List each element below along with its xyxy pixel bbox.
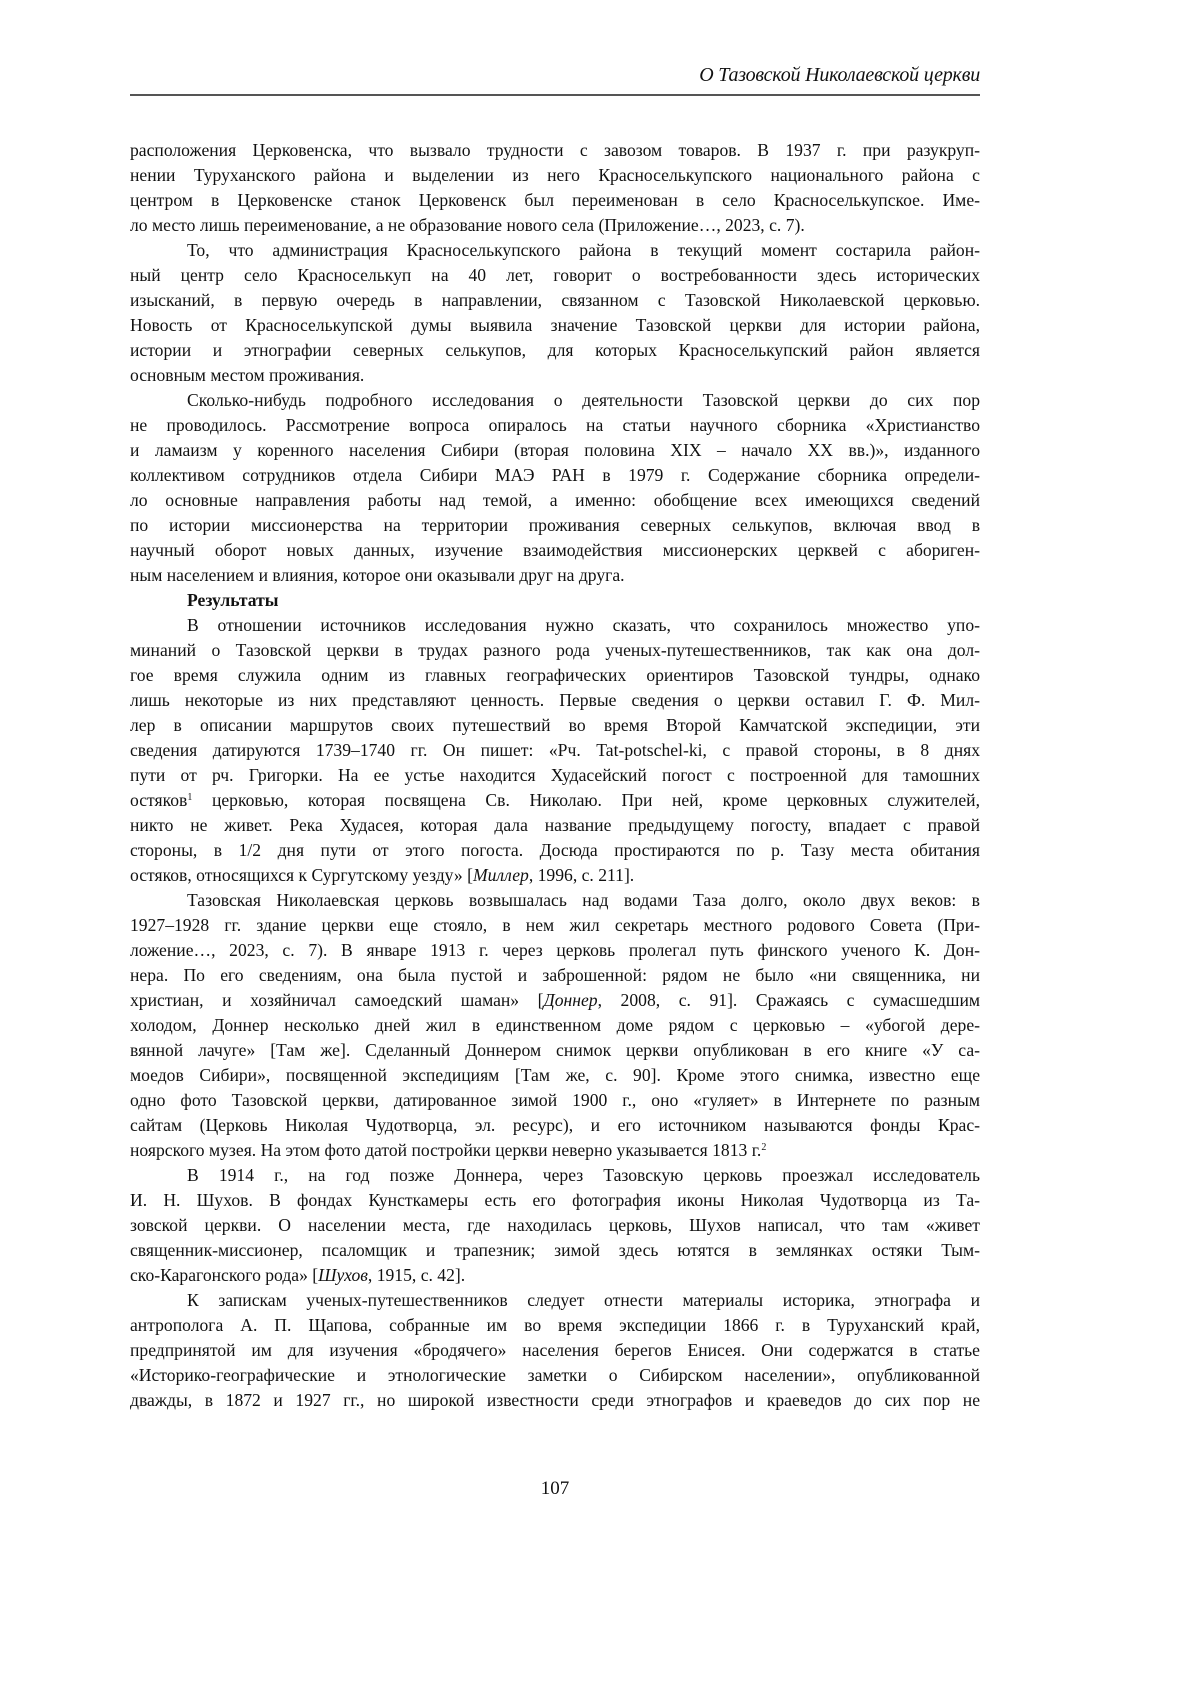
text-line: священник-миссионер, псаломщик и трапезник; зимой здесь ютятся в землянках остяки Тым- (130, 1238, 980, 1263)
text-line (130, 788, 980, 813)
text-line: предпринятой им для изучения «бродячего» населения берегов Енисея. Они содержатся в статье (130, 1338, 980, 1363)
text-line: и ламаизм у коренного населения Сибири (вторая половина XIX – начало XX вв.)», изданного (130, 438, 980, 463)
line-text: , 1915, с. 42]. (368, 1265, 465, 1285)
text-line: И. Н. Шухов. В фондах Кунсткамеры есть его фотография иконы Николая Чудотворца из Та- (130, 1188, 980, 1213)
running-title: О Тазовской Николаевской церкви (699, 64, 980, 87)
text-line: зовской церкви. О населении места, где находилась церковь, Шухов написал, что там «живет (130, 1213, 980, 1238)
body-text (130, 138, 980, 1413)
paragraph (130, 388, 980, 588)
text-line (130, 863, 980, 888)
text-line: расположения Церковенска, что вызвало трудности с завозом товаров. В 1937 г. при разукруп- (130, 138, 980, 163)
text-line: В отношении источников исследования нужно сказать, что сохранилось множество упо- (130, 613, 980, 638)
page-number: 107 (0, 1478, 1110, 1500)
text-line: В 1914 г., на год позже Доннера, через Тазовскую церковь проезжал исследователь (130, 1163, 980, 1188)
citation-author: Доннер (544, 990, 598, 1010)
text-line (130, 1263, 980, 1288)
line-text: ноярского музея. На этом фото датой постройки церкви неверно указывается 1813 г. (130, 1140, 761, 1160)
paragraph (130, 613, 980, 888)
citation-author: Шухов (318, 1265, 368, 1285)
text-line: сайтам (Церковь Николая Чудотворца, эл. ресурс), и его источником называются фонды Крас- (130, 1113, 980, 1138)
text-line: стороны, в 1/2 дня пути от этого погоста. Досюда простираются по р. Тазу места обитания (130, 838, 980, 863)
text-line: пути от рч. Григорки. На ее устье находится Худасейский погост с построенной для тамошних (130, 763, 980, 788)
text-line: ло место лишь переименование, а не образование нового села (Приложение…, 2023, с. 7). (130, 213, 980, 238)
text-line: нении Туруханского района и выделении из него Красноселькупского национального района с (130, 163, 980, 188)
text-line: 1927–1928 гг. здание церкви еще стояло, в нем жил секретарь местного родового Совета (При- (130, 913, 980, 938)
running-header (130, 62, 980, 96)
text-line (130, 988, 980, 1013)
text-line: К запискам ученых-путешественников следует отнести материалы историка, этнографа и (130, 1288, 980, 1313)
text-line: антрополога А. П. Щапова, собранные им во время экспедиции 1866 г. в Туруханский край, (130, 1313, 980, 1338)
line-text: остяков (130, 790, 187, 810)
text-line: истории и этнографии северных селькупов, для которых Красноселькупский район является (130, 338, 980, 363)
line-text: церковью, которая посвящена Св. Николаю. При ней, кроме церковных служителей, (192, 790, 980, 810)
line-text: , 1996, с. 211]. (529, 865, 634, 885)
text-line: ный центр село Красноселькуп на 40 лет, говорит о востребованности здесь исторических (130, 263, 980, 288)
text-line: «Историко-географические и этнологические заметки о Сибирском населении», опубликованной (130, 1363, 980, 1388)
text-line: изысканий, в первую очередь в направлении, связанном с Тазовской Николаевской церковью. (130, 288, 980, 313)
text-line: минаний о Тазовской церкви в трудах разного рода ученых-путешественников, так как она дол- (130, 638, 980, 663)
text-line: основным местом проживания. (130, 363, 980, 388)
text-line: ным населением и влияния, которое они оказывали друг на друга. (130, 563, 980, 588)
text-line: ло основные направления работы над темой, а именно: обобщение всех имеющихся сведений (130, 488, 980, 513)
text-line: Новость от Красноселькупской думы выявила значение Тазовской церкви для истории района, (130, 313, 980, 338)
text-line: нера. По его сведениям, она была пустой и заброшенной: рядом не было «ни священника, ни (130, 963, 980, 988)
line-text: христиан, и хозяйничал самоедский шаман» [ (130, 990, 544, 1010)
paragraph (130, 138, 980, 238)
citation-author: Миллер (473, 865, 529, 885)
text-line: центром в Церковенске станок Церковенск был переименован в село Красноселькупское. Име- (130, 188, 980, 213)
footnote-marker: 2 (761, 1142, 766, 1153)
paragraph (130, 238, 980, 388)
line-text: , 2008, с. 91]. Сражаясь с сумасшедшим (598, 990, 980, 1010)
paragraph (130, 1288, 980, 1413)
text-line: Сколько-нибудь подробного исследования о деятельности Тазовской церкви до сих пор (130, 388, 980, 413)
text-line: дважды, в 1872 и 1927 гг., но широкой известности среди этнографов и краеведов до сих пор не (130, 1388, 980, 1413)
text-line: холодом, Доннер несколько дней жил в единственном доме рядом с церковью – «убогой дере- (130, 1013, 980, 1038)
text-line: коллективом сотрудников отдела Сибири МАЭ РАН в 1979 г. Содержание сборника определи- (130, 463, 980, 488)
line-text: остяков, относящихся к Сургутскому уезду» [ (130, 865, 473, 885)
text-line: одно фото Тазовской церкви, датированное зимой 1900 г., оно «гуляет» в Интернете по разным (130, 1088, 980, 1113)
line-text: ско-Карагонского рода» [ (130, 1265, 318, 1285)
text-line: ложение…, 2023, с. 7). В январе 1913 г. через церковь пролегал путь финского ученого К. Дон- (130, 938, 980, 963)
footnote-marker: 1 (187, 792, 192, 803)
text-line: научный оборот новых данных, изучение взаимодействия миссионерских церквей с абориген- (130, 538, 980, 563)
text-line: гое время служила одним из главных географических ориентиров Тазовской тундры, однако (130, 663, 980, 688)
text-line: сведения датируются 1739–1740 гг. Он пишет: «Рч. Tat-potschel-ki, с правой стороны, в 8 днях (130, 738, 980, 763)
text-line (130, 1138, 980, 1163)
paragraph (130, 1163, 980, 1288)
paragraph (130, 888, 980, 1163)
text-line: моедов Сибири», посвященной экспедициям [Там же, с. 90]. Кроме этого снимка, известно еще (130, 1063, 980, 1088)
text-line: по истории миссионерства на территории проживания северных селькупов, включая ввод в (130, 513, 980, 538)
text-line: То, что администрация Красноселькупского района в текущий момент состарила район- (130, 238, 980, 263)
text-line: лер в описании маршрутов своих путешествий во время Второй Камчатской экспедиции, эти (130, 713, 980, 738)
text-line: лишь некоторые из них представляют ценность. Первые сведения о церкви оставил Г. Ф. Мил- (130, 688, 980, 713)
text-line: вянной лачуге» [Там же]. Сделанный Доннером снимок церкви опубликован в его книге «У са- (130, 1038, 980, 1063)
text-line: Тазовская Николаевская церковь возвышалась над водами Таза долго, около двух веков: в (130, 888, 980, 913)
section-heading: Результаты (130, 588, 980, 613)
text-line: не проводилось. Рассмотрение вопроса опиралось на статьи научного сборника «Христианство (130, 413, 980, 438)
text-line: никто не живет. Река Худасея, которая дала название предыдущему погосту, впадает с правой (130, 813, 980, 838)
